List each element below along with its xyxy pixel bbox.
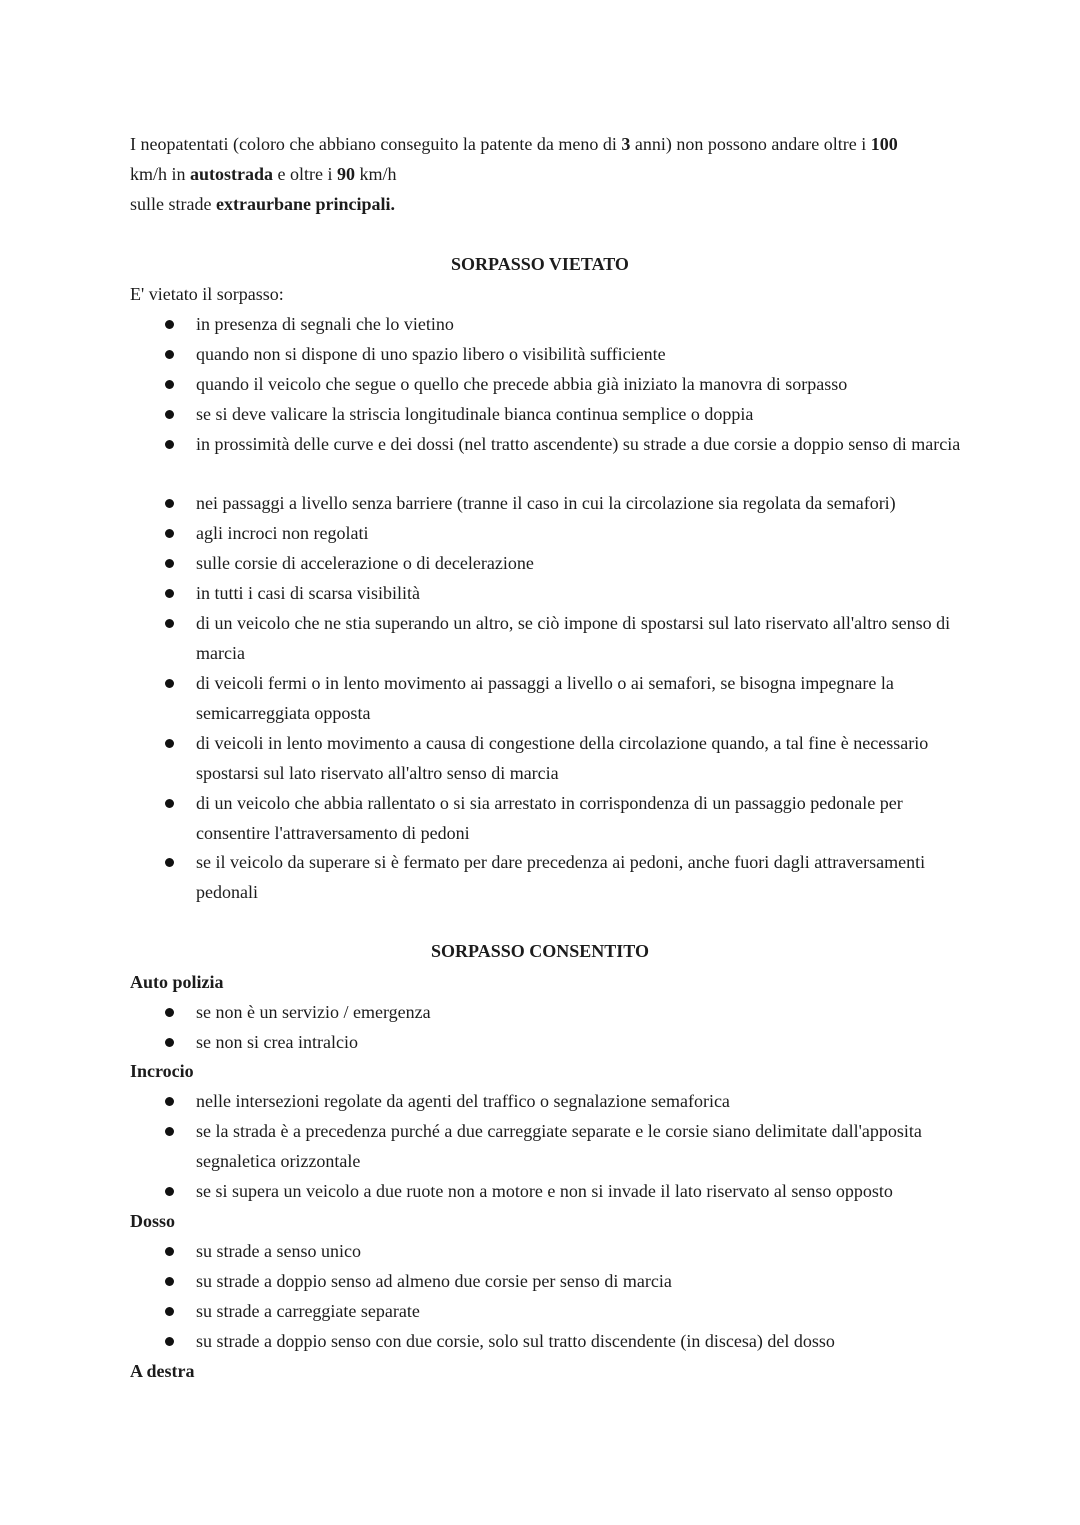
bullet-icon (165, 380, 174, 389)
bullet-icon (165, 739, 174, 748)
list-item-text: in prossimità delle curve e dei dossi (nel tratto ascendente) su strade a due corsie a doppio senso di marcia (196, 434, 961, 454)
list-item-text: se non è un servizio / emergenza (196, 1002, 431, 1022)
list-item-text: nei passaggi a livello senza barriere (tranne il caso in cui la circolazione sia regolata da semafori) (196, 493, 896, 513)
bullet-icon (165, 1097, 174, 1106)
intro-text: anni) non possono andare oltre i (630, 134, 871, 154)
bullet-icon (165, 440, 174, 449)
group-label: Auto polizia (130, 972, 224, 992)
bullet-icon (165, 1247, 174, 1256)
intro-text: e oltre i (273, 164, 338, 184)
list-item-text: su strade a senso unico (196, 1241, 361, 1261)
heading-sorpasso-consentito: SORPASSO CONSENTITO (431, 941, 649, 961)
vietato-lead: E' vietato il sorpasso: (130, 284, 284, 304)
intro-text: km/h in (130, 164, 191, 184)
list-item-text: di veicoli fermi o in lento movimento ai passaggi a livello o ai semafori, se bisogna impegnare la semicarreggiata opposta (196, 673, 894, 723)
bullet-icon (165, 1277, 174, 1286)
list-item-text: quando il veicolo che segue o quello che precede abbia già iniziato la manovra di sorpasso (196, 374, 848, 394)
group-label: Incrocio (130, 1061, 194, 1081)
list-item-text: su strade a doppio senso ad almeno due corsie per senso di marcia (196, 1271, 672, 1291)
list-item-text: se la strada è a precedenza purché a due carreggiate separate e le corsie siano delimitate dall'apposita segnaletica orizzontale (196, 1121, 922, 1171)
bullet-icon (165, 1008, 174, 1017)
list-item-text: se si deve valicare la striscia longitudinale bianca continua semplice o doppia (196, 404, 754, 424)
bullet-icon (165, 320, 174, 329)
bullet-icon (165, 1307, 174, 1316)
list-item-text: di un veicolo che ne stia superando un altro, se ciò impone di spostarsi sul lato riservato all'altro senso di marcia (196, 613, 951, 663)
list-item-text: agli incroci non regolati (196, 523, 369, 543)
intro-bold-autostrada: autostrada (190, 164, 274, 184)
intro-line-1 (130, 129, 898, 159)
bullet-icon (165, 410, 174, 419)
bullet-icon (165, 619, 174, 628)
list-item-text: in presenza di segnali che lo vietino (196, 314, 454, 334)
group-label: A destra (130, 1361, 195, 1381)
list-item-text: su strade a doppio senso con due corsie, solo sul tratto discendente (in discesa) del dosso (196, 1331, 835, 1351)
bullet-icon (165, 559, 174, 568)
intro-bold-speed-100: 100 (870, 134, 898, 154)
list-item-text: se il veicolo da superare si è fermato per dare precedenza ai pedoni, anche fuori dagli attraversamenti pedonali (196, 852, 926, 902)
heading-sorpasso-vietato: SORPASSO VIETATO (451, 254, 629, 274)
list-item-text: se non si crea intralcio (196, 1032, 358, 1052)
bullet-icon (165, 589, 174, 598)
list-item-text: sulle corsie di accelerazione o di decelerazione (196, 553, 534, 573)
intro-line-2 (130, 159, 397, 189)
bullet-icon (165, 499, 174, 508)
bullet-icon (165, 679, 174, 688)
intro-line-3 (130, 189, 395, 219)
intro-text: km/h (355, 164, 397, 184)
bullet-icon (165, 858, 174, 867)
list-item-text: su strade a carreggiate separate (196, 1301, 420, 1321)
bullet-icon (165, 1038, 174, 1047)
bullet-icon (165, 1127, 174, 1136)
intro-bold-extraurbane: extraurbane principali. (215, 194, 395, 214)
intro-text: sulle strade (130, 194, 216, 214)
intro-bold-speed-90: 90 (337, 164, 356, 184)
bullet-icon (165, 1187, 174, 1196)
bullet-icon (165, 529, 174, 538)
list-item-text: in tutti i casi di scarsa visibilità (196, 583, 420, 603)
list-item-text: nelle intersezioni regolate da agenti del traffico o segnalazione semaforica (196, 1091, 730, 1111)
list-item-text: quando non si dispone di uno spazio libero o visibilità sufficiente (196, 344, 666, 364)
bullet-icon (165, 799, 174, 808)
list-item-text: se si supera un veicolo a due ruote non a motore e non si invade il lato riservato al senso opposto (196, 1181, 893, 1201)
intro-bold-years: 3 (621, 134, 631, 154)
list-item-text: di veicoli in lento movimento a causa di congestione della circolazione quando, a tal fine è necessario spostarsi sul lato riservato all'altro senso di marcia (196, 733, 929, 783)
group-label: Dosso (130, 1211, 176, 1231)
bullet-icon (165, 350, 174, 359)
intro-text: I neopatentati (coloro che abbiano conseguito la patente da meno di (130, 134, 622, 154)
bullet-icon (165, 1337, 174, 1346)
list-item-text: di un veicolo che abbia rallentato o si sia arrestato in corrispondenza di un passaggio pedonale per consentire l'attraversamento di pedoni (196, 793, 903, 843)
